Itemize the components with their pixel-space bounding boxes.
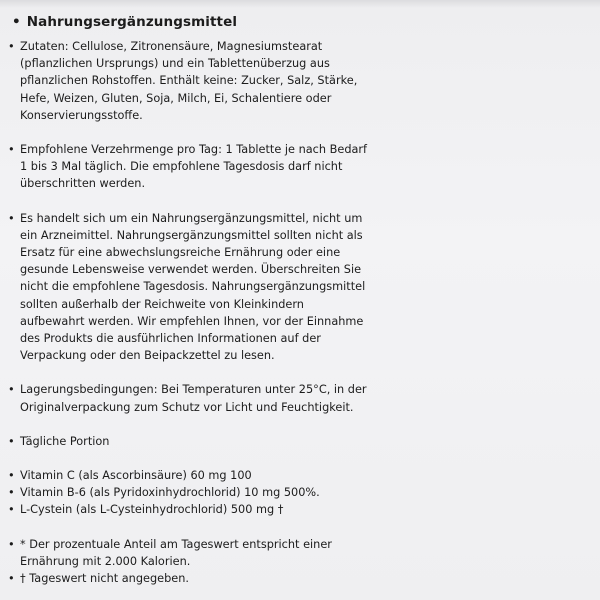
- bullet: •: [8, 143, 15, 157]
- page-title: [12, 14, 237, 30]
- text-line: Es handelt sich um ein Nahrungsergänzungsmittel, nicht um: [20, 211, 363, 225]
- warning-item: [8, 210, 593, 365]
- nutrient-row: [8, 467, 593, 484]
- ingredients-item: [8, 38, 593, 124]
- text-line: Konservierungsstoffe.: [20, 108, 143, 122]
- text-line: † Tageswert nicht angegeben.: [20, 572, 189, 586]
- text-line: (pflanzlichen Ursprungs) und ein Tablettenüberzug aus: [20, 57, 330, 71]
- text-line: gesunde Lebensweise verwendet werden. Überschreiten Sie: [20, 263, 362, 277]
- nutrient-row: [8, 501, 593, 518]
- bullet: •: [8, 503, 15, 517]
- text-line: Empfohlene Verzehrmenge pro Tag: 1 Tablette je nach Bedarf: [20, 143, 368, 157]
- text-line: des Produkts die ausführlichen Informationen auf der: [20, 332, 321, 346]
- label-text-list: [8, 38, 593, 587]
- top-edge: [0, 0, 600, 8]
- text-line: Ernährung mit 2.000 Kalorien.: [20, 554, 191, 568]
- nutrient-text: Vitamin C (als Ascorbinsäure) 60 mg 100: [20, 469, 252, 483]
- dosage-item: [8, 141, 593, 193]
- footnote-item: [8, 536, 593, 570]
- text-line: Tägliche Portion: [20, 434, 110, 448]
- daily-portion-item: [8, 433, 593, 450]
- title-bullet: •: [12, 14, 21, 30]
- bullet: •: [8, 572, 15, 586]
- text-line: Lagerungsbedingungen: Bei Temperaturen unter 25°C, in der: [20, 383, 367, 397]
- bullet: •: [8, 40, 15, 53]
- text-line: überschritten werden.: [20, 177, 146, 191]
- text-line: Hefe, Weizen, Gluten, Soja, Milch, Ei, Schalentiere oder: [20, 91, 332, 105]
- text-line: Zutaten: Cellulose, Zitronensäure, Magnesiumstearat: [20, 40, 323, 53]
- text-line: * Der prozentuale Anteil am Tageswert entspricht einer: [20, 537, 332, 551]
- bullet: •: [8, 537, 15, 551]
- nutrient-row: [8, 484, 593, 501]
- text-line: Originalverpackung zum Schutz vor Licht und Feuchtigkeit.: [20, 400, 354, 414]
- text-line: Verpackung oder den Beipackzettel zu lesen.: [20, 349, 275, 363]
- text-line: sollten außerhalb der Reichweite von Kleinkindern: [20, 297, 304, 311]
- storage-item: [8, 381, 593, 415]
- title-text: Nahrungsergänzungsmittel: [26, 14, 238, 30]
- bullet: •: [8, 383, 15, 397]
- bullet: •: [8, 469, 15, 483]
- text-line: Ersatz für eine abwechslungsreiche Ernährung oder eine: [20, 246, 341, 260]
- text-line: pflanzlichen Rohstoffen. Enthält keine: Zucker, Salz, Stärke,: [20, 74, 358, 88]
- text-line: aufbewahrt werden. Wir empfehlen Ihnen, vor der Einnahme: [20, 314, 364, 328]
- bullet: •: [8, 486, 15, 500]
- text-line: ein Arzneimittel. Nahrungsergänzungsmittel sollten nicht als: [20, 228, 363, 242]
- text-line: nicht die empfohlene Tagesdosis. Nahrungsergänzungsmittel: [20, 280, 366, 294]
- bullet: •: [8, 434, 15, 448]
- bullet: •: [8, 211, 15, 225]
- nutrient-text: Vitamin B-6 (als Pyridoxinhydrochlorid) 10 mg 500%.: [20, 486, 320, 500]
- nutrient-text: L-Cystein (als L-Cysteinhydrochlorid) 500 mg †: [20, 503, 284, 517]
- text-line: 1 bis 3 Mal täglich. Die empfohlene Tagesdosis darf nicht: [20, 160, 343, 174]
- footnote-item: [8, 570, 593, 587]
